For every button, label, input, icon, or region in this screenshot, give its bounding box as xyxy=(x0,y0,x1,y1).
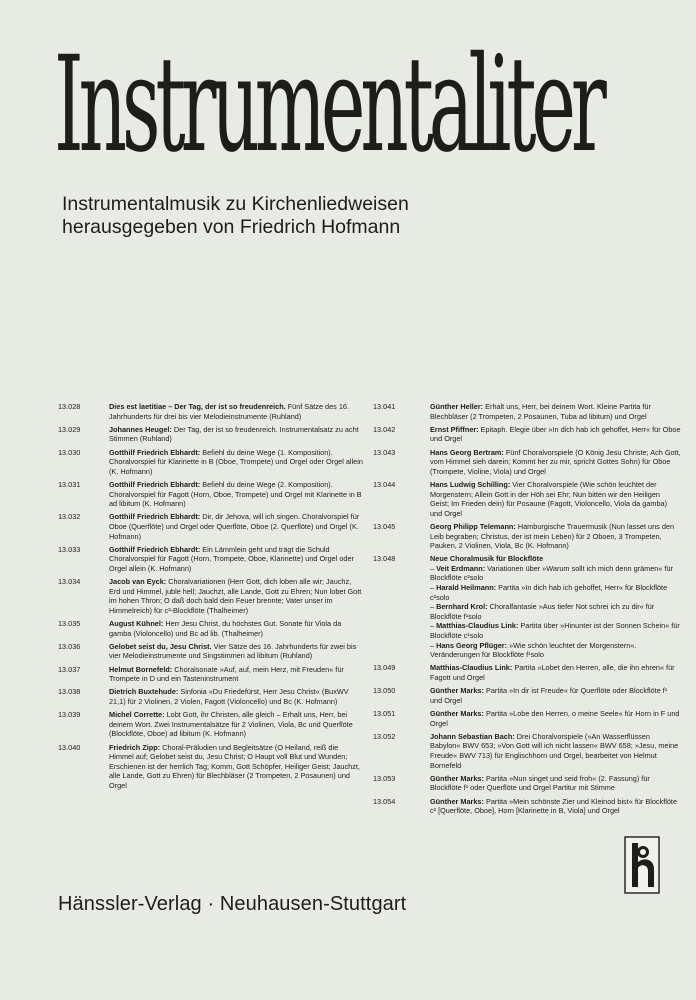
catalog-left-column xyxy=(58,402,363,794)
publisher-logo-icon xyxy=(622,835,662,895)
entry-text: Epitaph. Elegie über »In dich hab ich gehoffet, Herr« für Oboe und Orgel xyxy=(430,424,681,444)
entry-text: Partita über »Hinunter ist der Sonnen Schein« für Blockflöte c¹solo xyxy=(430,621,680,641)
entry-composer: Johann Sebastian Bach: xyxy=(430,731,515,741)
entry-composer: Gotthilf Friedrich Ebhardt: xyxy=(109,512,201,522)
catalog-description xyxy=(109,710,363,739)
catalog-number: 13.036 xyxy=(58,641,81,651)
catalog-description xyxy=(430,686,681,705)
entry-composer: Gotthilf Friedrich Ebhardt: xyxy=(109,479,201,489)
entry-composer: Hans Georg Pflüger: xyxy=(436,640,508,650)
entry-text: Der Tag, der ist so freudenreich. Instrumentalsatz zu acht Stimmen (Ruhland) xyxy=(109,424,359,444)
publisher-line: Hänssler-Verlag · Neuhausen-Stuttgart xyxy=(58,893,407,915)
entry-text: Choralsonate »Auf, auf, mein Herz, mit Freuden« für Trompete in D und ein Tasteninstrument xyxy=(109,664,344,684)
catalog-description xyxy=(430,797,681,816)
entry-text: Partita »Lobe den Herren, o meine Seele« für Horn in F und Orgel xyxy=(430,708,680,728)
entry-composer: Matthias-Claudius Link: xyxy=(436,621,519,631)
entry-text: Choralfantasie »Aus tiefer Not schrei ich zu dir« für Blockflöte f¹solo xyxy=(430,602,655,621)
catalog-description xyxy=(430,480,681,518)
entry-text: Fünf Sätze des 16. Jahrhunderts für drei bis vier Melodieinstrumente (Ruhland) xyxy=(109,402,349,421)
entry-composer: Bernhard Krol: xyxy=(436,602,488,612)
catalog-number: 13.043 xyxy=(373,447,396,457)
subtitle-line-2: herausgegeben von Friedrich Hofmann xyxy=(62,216,401,238)
entry-text: Vier Sätze des 16. Jahrhunderts für zwei bis vier Melodieinstrumente und Singstimmen ad libitum (Ruhland) xyxy=(109,641,357,661)
entry-composer: Gotthilf Friedrich Ebhardt: xyxy=(109,544,201,554)
catalog-description xyxy=(430,554,681,660)
series-title: Instrumentaliter xyxy=(54,30,602,182)
catalog-entry xyxy=(373,447,681,477)
entry-composer: Hans Georg Bertram: xyxy=(430,447,504,457)
entry-text: Choralvariationen (Herr Gott, dich loben alle wir; Jauchz, Erd und Himmel, juble hell; Jauchzt, alle Lande, Gott zu Ehren; Nun lobet Gott im hohen Thron; O daß doch bald dein Feuer brennte; Vater unser im Himmelreich) für c²-Blockflöte (Thalheimer) xyxy=(109,577,362,615)
catalog-description xyxy=(430,448,681,477)
catalog-entry xyxy=(373,663,681,682)
collection-item: – Harald Heilmann: Partita »In dich hab ich gehoffet, Herr« für Blockflöte c²solo xyxy=(430,583,668,602)
catalog-entry xyxy=(58,512,363,541)
catalog-entry xyxy=(373,554,681,660)
entry-composer: Ernst Pfiffner: xyxy=(430,424,479,434)
catalog-description xyxy=(430,774,681,793)
entry-composer: Gotthilf Friedrich Ebhardt: xyxy=(109,447,201,457)
catalog-entry xyxy=(58,402,363,421)
catalog-description xyxy=(109,577,363,615)
entry-text: Drei Choralvorspiele (»An Wasserflüssen Babylon« BWV 653; »Von Gott will ich nicht lassen« BWV 658; »Jesu, meine Freude« BWV 713) für Englischhorn und Orgel, bearbeitet von Helmut Bornefeld xyxy=(430,731,679,770)
catalog-description xyxy=(109,448,363,477)
entry-composer: August Kühnel: xyxy=(109,619,164,629)
entry-text: Befiehl du deine Wege (1. Komposition). Choralvorspiel für Klarinette in B (Oboe, Trompete) und Orgel oder Orgel allein (K. Hofmann) xyxy=(109,447,363,476)
entry-text: Fünf Choralvorspiele (O König Jesu Christe; Ach Gott, vom Himmel sieh darein; Kommt her zu mir, spricht Gottes Sohn) für Oboe (Trompete, Violine, Viola) und Orgel xyxy=(430,447,681,476)
entry-composer: Georg Philipp Telemann: xyxy=(430,521,516,531)
entry-text: Ein Lämmlein geht und trägt die Schuld Choralvorspiel für Fagott (Horn, Trompete, Oboe, Klarinette) und Orgel oder Orgel allein (K. Hofmann) xyxy=(109,544,354,573)
catalog-number: 13.033 xyxy=(58,544,81,554)
entry-text: Hamburgische Trauermusik (Nun lasset uns den Leib begraben; Christus, der ist mein Leben) für 2 Oboen, 3 Trompeten, Pauken, 2 Violinen, Viola, Bc (K. Hofmann) xyxy=(430,521,674,551)
entry-composer: Dies est laetitiae – Der Tag, der ist so freudenreich. xyxy=(109,402,286,411)
catalog-entry xyxy=(373,708,681,728)
catalog-number: 13.031 xyxy=(58,479,81,489)
catalog-number: 13.051 xyxy=(373,708,396,718)
entry-composer: Günther Marks: xyxy=(430,686,484,696)
entry-text: Herr Jesu Christ, du höchstes Gut. Sonate für Viola da gamba (Violoncello) und Bc ad lib. (Thalheimer) xyxy=(109,619,342,638)
catalog-number: 13.040 xyxy=(58,742,81,752)
catalog-number: 13.044 xyxy=(373,479,396,489)
catalog-number: 13.048 xyxy=(373,554,396,564)
entry-composer: Harald Heilmann: xyxy=(436,583,497,593)
catalog-entry xyxy=(58,710,363,739)
catalog-entry xyxy=(373,731,681,770)
entry-composer: Friedrich Zipp: xyxy=(109,742,161,752)
catalog-number: 13.037 xyxy=(58,664,81,674)
catalog-entry xyxy=(373,796,681,816)
catalog-description xyxy=(109,480,363,509)
subtitle xyxy=(62,193,662,239)
catalog-entry xyxy=(373,402,681,421)
catalog-description xyxy=(109,425,363,444)
entry-composer: Günther Heller: xyxy=(430,402,484,411)
collection-item: – Hans Georg Pflüger: »Wie schön leuchtet der Morgenstern«. Veränderungen für Blockflöte f¹solo xyxy=(430,640,637,660)
catalog-entry xyxy=(58,619,363,638)
catalog-number: 13.034 xyxy=(58,577,81,587)
entry-composer: Günther Marks: xyxy=(430,708,484,718)
catalog-entry xyxy=(58,425,363,444)
subtitle-line-1: Instrumentalmusik zu Kirchenliedweisen xyxy=(62,193,409,215)
catalog-description xyxy=(430,709,681,728)
catalog-number: 13.045 xyxy=(373,521,396,531)
catalog-entry xyxy=(373,424,681,444)
catalog-entry xyxy=(58,545,363,574)
catalog-description xyxy=(430,663,681,682)
collection-item: – Veit Erdmann: Variationen über »Warum sollt ich mich denn grämen« für Blockflöte c²solo xyxy=(430,563,673,583)
catalog-entry xyxy=(373,773,681,793)
catalog-entry xyxy=(58,448,363,477)
entry-composer: Helmut Bornefeld: xyxy=(109,664,173,674)
catalog-entry xyxy=(58,743,363,791)
catalog-number: 13.038 xyxy=(58,687,81,697)
catalog-description xyxy=(430,732,681,770)
collection-item: – Matthias-Claudius Link: Partita über »Hinunter ist der Sonnen Schein« für Blockflöte c¹solo xyxy=(430,621,680,641)
catalog-number: 13.029 xyxy=(58,424,81,434)
catalog-description xyxy=(430,425,681,444)
entry-text: Partita »Lobet den Herren, alle, die ihn ehren« für Fagott und Orgel xyxy=(430,663,675,682)
entry-composer: Dietrich Buxtehude: xyxy=(109,687,179,697)
entry-text: Variationen über »Warum sollt ich mich denn grämen« für Blockflöte c²solo xyxy=(430,563,673,583)
catalog-description xyxy=(109,687,363,706)
catalog-number: 13.052 xyxy=(373,731,396,741)
catalog-number: 13.032 xyxy=(58,512,81,522)
catalog-description xyxy=(430,522,681,551)
entry-text: Partita »Mein schönste Zier und Kleinod bist« für Blockflöte c² [Querflöte, Oboe], Horn [Klarinette in B, Viola] und Orgel xyxy=(430,796,677,816)
entry-text: Dir, dir Jehova, will ich singen. Choralvorspiel für Oboe (Querflöte) und Orgel oder Querflöte, Oboe (2. Querflöte) und Orgel (K. Hofmann) xyxy=(109,512,360,541)
entry-composer: Jacob van Eyck: xyxy=(109,577,167,587)
catalog-description xyxy=(109,545,363,574)
entry-composer: Hans Ludwig Schilling: xyxy=(430,479,511,489)
entry-text: Partita »In dir ist Freude« für Querflöte oder Blockflöte f¹ und Orgel xyxy=(430,686,668,705)
catalog-entry xyxy=(58,687,363,706)
entry-composer: Matthias-Claudius Link: xyxy=(430,663,513,673)
catalog-description xyxy=(109,619,363,638)
entry-composer: Günther Marks: xyxy=(430,796,484,806)
catalog-entry xyxy=(58,642,363,661)
collection-item: – Bernhard Krol: Choralfantasie »Aus tiefer Not schrei ich zu dir« für Blockflöte f¹solo xyxy=(430,602,655,621)
entry-composer: Günther Marks: xyxy=(430,773,484,783)
entry-text: Partita »In dich hab ich gehoffet, Herr« für Blockflöte c²solo xyxy=(430,583,668,602)
catalog-description xyxy=(109,642,363,661)
catalog-number: 13.030 xyxy=(58,447,81,457)
catalog-number: 13.050 xyxy=(373,686,396,696)
catalog-number: 13.028 xyxy=(58,402,81,411)
catalog-description xyxy=(109,743,363,791)
catalog-number: 13.053 xyxy=(373,773,396,783)
catalog-entry xyxy=(373,521,681,551)
catalog-number: 13.042 xyxy=(373,424,396,434)
catalog-description xyxy=(430,402,681,421)
catalog-entry xyxy=(373,479,681,518)
catalog-description xyxy=(109,512,363,541)
entry-text: Sinfonia »Du Friedefürst, Herr Jesu Christ« (BuxWV 21,1) für 2 Violinen, 2 Violen, Fagott (Violoncello) und Bc (K. Hofmann) xyxy=(109,687,349,706)
catalog-number: 13.049 xyxy=(373,663,396,673)
catalog-number: 13.041 xyxy=(373,402,396,411)
catalog-entry xyxy=(58,480,363,509)
entry-text: Erhalt uns, Herr, bei deinem Wort. Kleine Partita für Blechbläser (2 Trompeten, 2 Posaunen, Tuba ad libitum) und Orgel xyxy=(430,402,651,421)
entry-text: Lobt Gott, ihr Christen, alle gleich – Erhalt uns, Herr, bei deinem Wort. Zwei Instrumentalsätze für 2 Violinen, Viola, Bc und Querflöte (Blockflöte, Oboe) ad libitum (K. Hofmann) xyxy=(109,710,353,739)
catalog-number: 13.035 xyxy=(58,619,81,629)
catalog-entry xyxy=(58,577,363,615)
entry-text: Befiehl du deine Wege (2. Komposition). Choralvorspiel für Fagott (Horn, Oboe, Trompete) und Orgel mit Klarinette in B ad libitum (K. Hofmann) xyxy=(109,479,362,509)
collection-heading: Neue Choralmusik für Blockflöte xyxy=(430,554,544,564)
catalog-description xyxy=(109,402,363,421)
entry-composer: Veit Erdmann: xyxy=(436,563,486,573)
catalog-number: 13.054 xyxy=(373,796,396,806)
entry-composer: Johannes Heugel: xyxy=(109,424,172,434)
catalog-number: 13.039 xyxy=(58,710,81,720)
entry-text: Partita »Nun singet und seid froh« (2. Fassung) für Blockflöte f¹ oder Querflöte und Orgel Partitur mit Stimme xyxy=(430,773,650,793)
catalog-description xyxy=(109,665,363,684)
entry-text: Choral-Präludien und Begleitsätze (O Heiland, reiß die Himmel auf; Gelobet seist du, Jesu Christ; O Haupt voll Blut und Wunden; Erschienen ist der herrlich Tag; Komm, Gott Schöpfer, Heiliger Geist; Jauchzt, alle Lande, Gott zu Ehren) für Blechbläser (2 Trompeten, 2 Posaunen) und Orgel xyxy=(109,742,360,790)
entry-composer: Michel Corrette: xyxy=(109,710,165,720)
catalog-entry xyxy=(58,665,363,684)
entry-text: »Wie schön leuchtet der Morgenstern«. Veränderungen für Blockflöte f¹solo xyxy=(430,640,637,660)
catalog-right-column xyxy=(373,402,681,819)
entry-text: Vier Choralvorspiele (Wie schön leuchtet der Morgenstern; Allein Gott in der Höh sei Ehr; Nun bitten wir den Heiligen Geist; Im Frieden dein) für Posaune (Fagott, Violoncello, Viola da gamba) und Orgel xyxy=(430,479,668,518)
entry-composer: Gelobet seist du, Jesu Christ. xyxy=(109,641,212,651)
catalog-entry xyxy=(373,686,681,705)
